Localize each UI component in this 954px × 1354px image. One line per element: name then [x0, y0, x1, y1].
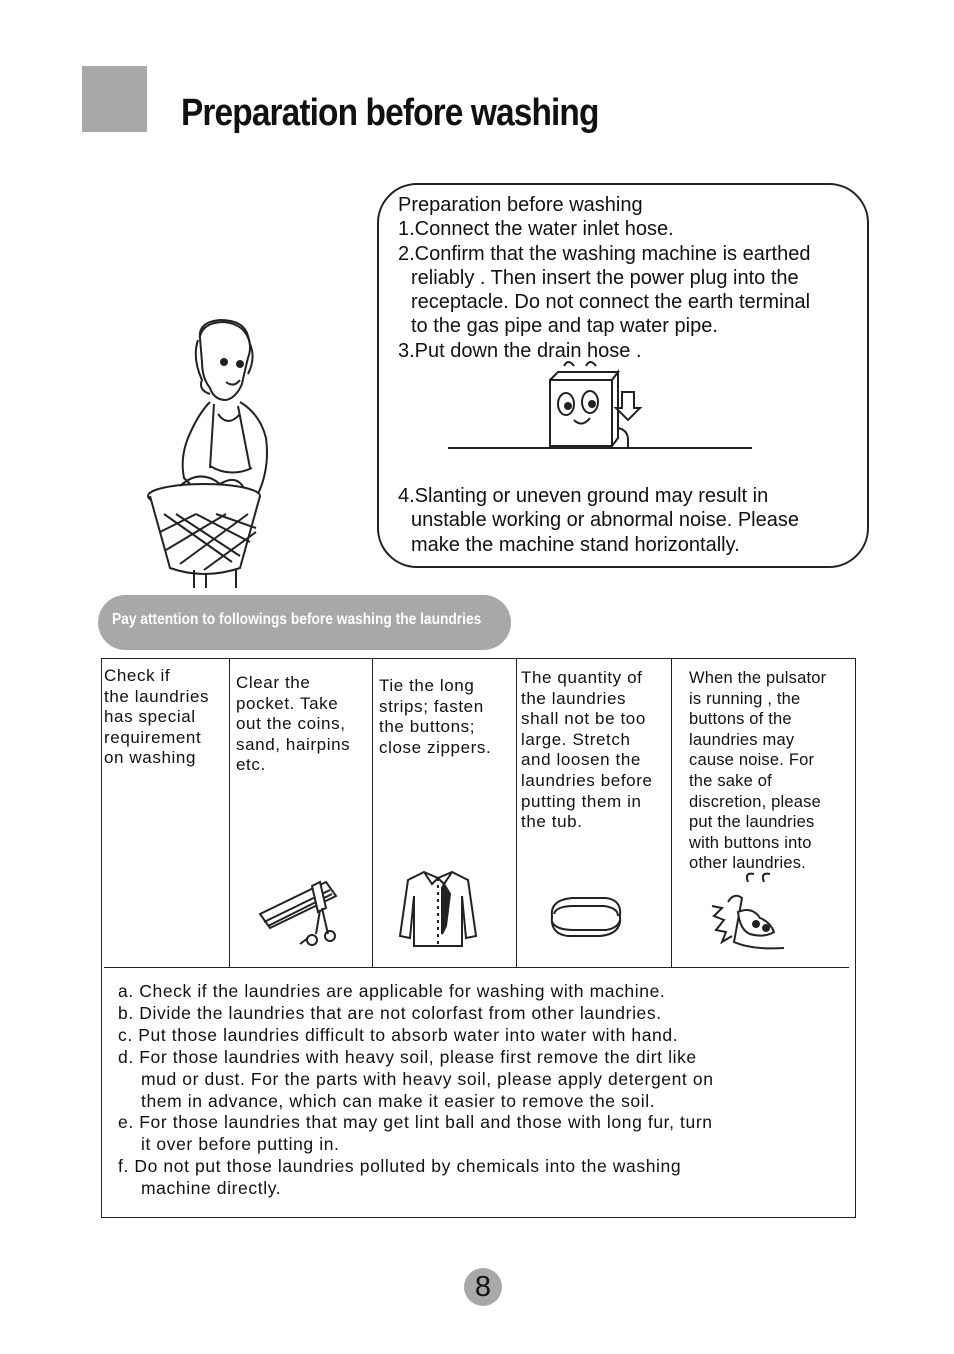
note-b: b. Divide the laundries that are not colorfast from other laundries. [118, 1002, 662, 1023]
tip-line: is running , the [689, 689, 801, 708]
tip-line: with buttons into [689, 833, 812, 852]
tip-line: laundries before [521, 770, 653, 790]
tip-line: laundries may [689, 730, 795, 749]
step-4-line-3: make the machine stand horizontally. [411, 533, 740, 556]
note-c: c. Put those laundries difficult to absorb water into water with hand. [118, 1024, 679, 1045]
tip-line: etc. [236, 755, 266, 775]
tip-line: and loosen the [521, 750, 641, 770]
tip-line: the tub. [521, 812, 583, 832]
tip-line: When the pulsator [689, 669, 827, 687]
notes-list [118, 981, 714, 1200]
tip-line: The quantity of [521, 668, 643, 687]
woman-with-basket-illustration [140, 318, 300, 590]
folded-cloth-icon [546, 892, 626, 942]
tip-line: close zippers. [379, 737, 492, 757]
tip-cell-quantity [521, 668, 671, 833]
step-2-line-2: reliably . Then insert the power plug into the [411, 266, 799, 289]
column-divider [671, 658, 672, 968]
note-f-line-2: machine directly. [141, 1178, 282, 1199]
tip-line: requirement [104, 727, 202, 747]
tip-line: shall not be too [521, 709, 646, 729]
preparation-steps [398, 193, 868, 363]
tip-line: Check if [104, 666, 171, 685]
tip-line: discretion, please [689, 792, 822, 811]
pocket-items-icon [256, 878, 346, 950]
tip-cell-tie-strips [379, 676, 515, 758]
attention-banner-label: Pay attention to followings before washing the laundries [112, 611, 482, 628]
tip-line: the laundries [104, 686, 210, 706]
tip-line: strips; fasten [379, 696, 484, 716]
preparation-heading: Preparation before washing [398, 194, 643, 216]
tip-line: other laundries. [689, 854, 806, 873]
step-2: 2.Confirm that the washing machine is earthed [398, 242, 811, 265]
note-d-line-2: mud or dust. For the parts with heavy soil, please apply detergent on [141, 1068, 714, 1089]
note-a: a. Check if the laundries are applicable for washing with machine. [118, 981, 666, 1001]
step-1: 1.Connect the water inlet hose. [398, 218, 674, 241]
tip-cell-pulsator-noise [689, 668, 853, 874]
note-f: f. Do not put those laundries polluted by chemicals into the washing [118, 1156, 682, 1177]
tip-line: out the coins, [236, 714, 346, 734]
tip-cell-clear-pocket [236, 673, 370, 776]
note-e: e. For those laundries that may get lint ball and those with long fur, turn [118, 1112, 713, 1133]
step-3: 3.Put down the drain hose . [398, 339, 642, 362]
tip-line: the buttons; [379, 717, 476, 737]
step-4 [398, 484, 858, 557]
tip-line: the laundries [521, 688, 627, 708]
tip-line: putting them in [521, 791, 642, 811]
step-4-line-1: 4.Slanting or uneven ground may result in [398, 485, 769, 507]
tip-cell-special-requirement [104, 666, 228, 769]
column-divider [229, 658, 230, 968]
tip-line: buttons of the [689, 710, 792, 729]
page-title: Preparation before washing [181, 92, 599, 134]
tip-line: put the laundries [689, 813, 815, 832]
tip-line: large. Stretch [521, 729, 631, 749]
column-divider [516, 658, 517, 968]
noise-icon [708, 872, 790, 952]
tip-line: the sake of [689, 771, 772, 790]
tip-line: on washing [104, 748, 197, 768]
page-number: 8 [464, 1268, 502, 1306]
tip-line: Tie the long [379, 676, 475, 695]
tip-line: pocket. Take [236, 693, 339, 713]
shirt-icon [398, 866, 478, 948]
header-decoration-square [82, 66, 147, 132]
tip-line: cause noise. For [689, 751, 815, 770]
tip-line: Clear the [236, 673, 311, 692]
washing-machine-drain-hose-illustration [440, 358, 760, 454]
table-row-divider [104, 967, 849, 968]
step-4-line-2: unstable working or abnormal noise. Please [411, 509, 799, 532]
tip-line: sand, hairpins [236, 734, 351, 754]
note-e-line-2: it over before putting in. [141, 1134, 340, 1155]
tip-line: has special [104, 707, 196, 727]
column-divider [372, 658, 373, 968]
note-d: d. For those laundries with heavy soil, please first remove the dirt like [118, 1046, 697, 1067]
step-2-line-3: receptacle. Do not connect the earth terminal [411, 291, 811, 314]
step-2-line-4: to the gas pipe and tap water pipe. [411, 315, 718, 338]
note-d-line-3: them in advance, which can make it easier to remove the soil. [141, 1090, 656, 1111]
